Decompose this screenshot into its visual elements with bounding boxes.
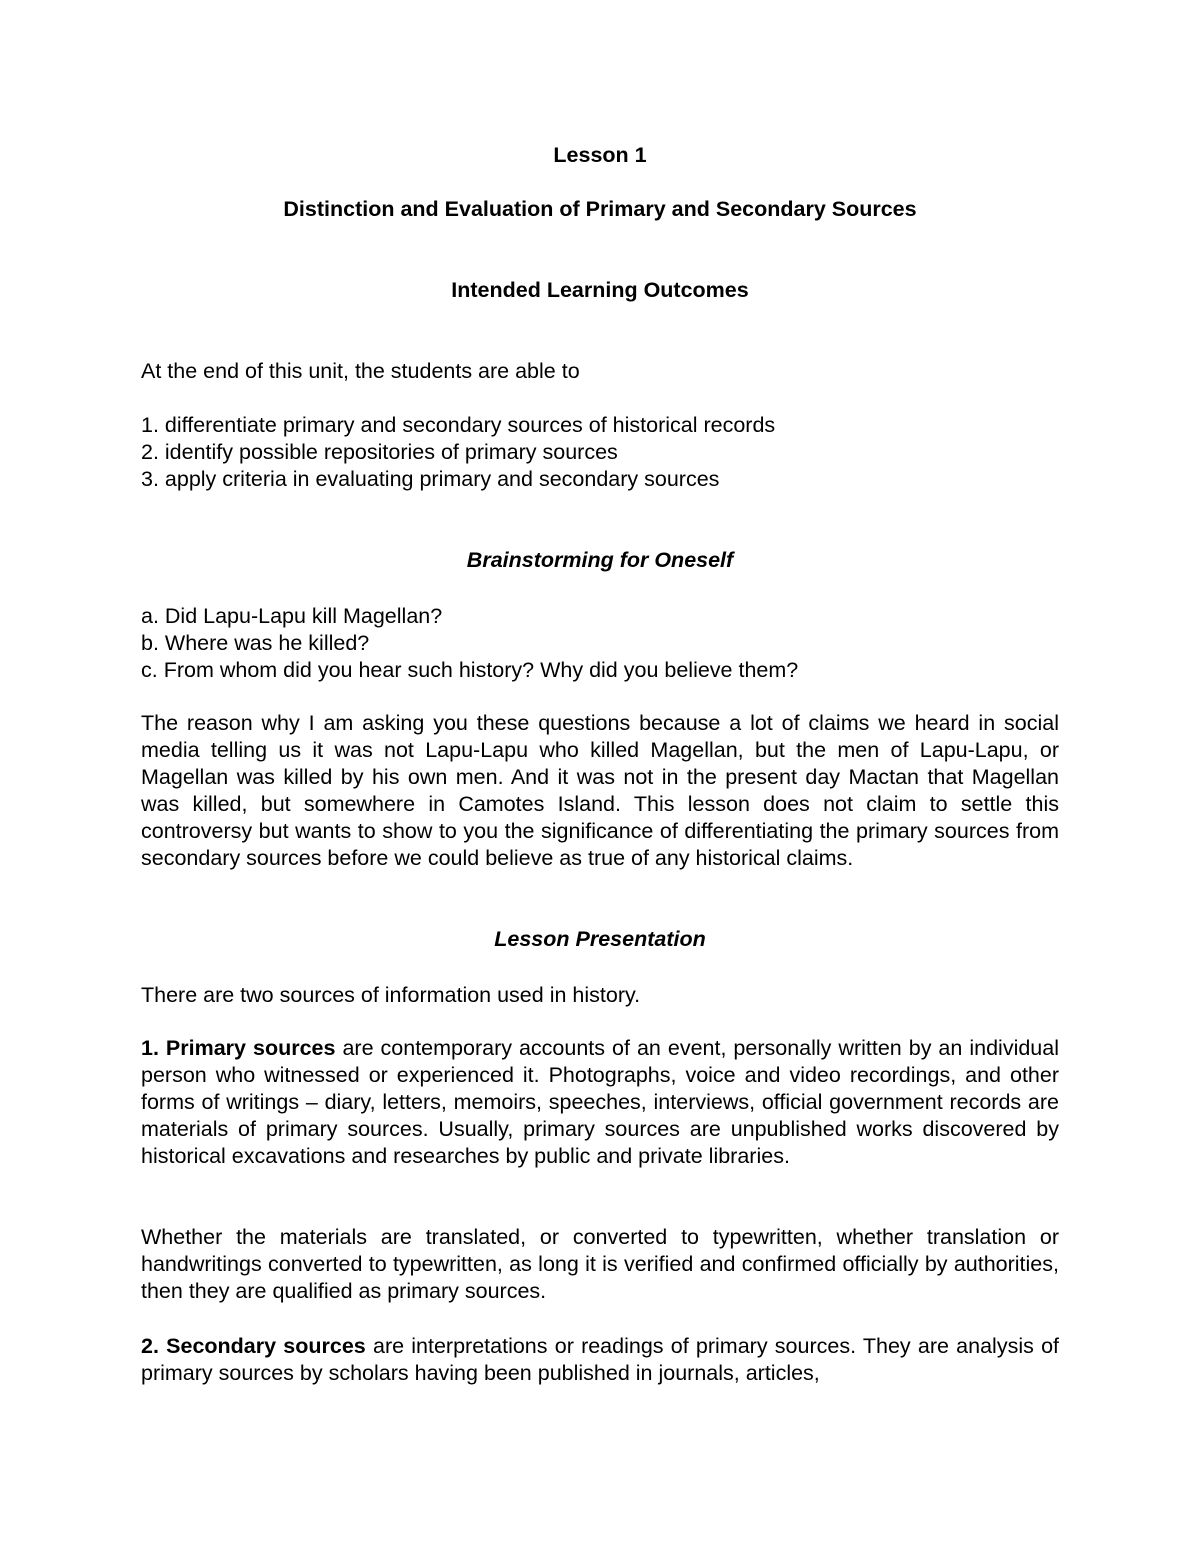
list-item: 1. differentiate primary and secondary sources of historical records bbox=[141, 413, 776, 437]
primary-sources-term: 1. Primary sources bbox=[141, 1036, 336, 1060]
brainstorming-paragraph: The reason why I am asking you these questions because a lot of claims we heard in social media telling us it was not Lapu-Lapu who killed Magellan, but the men of Lapu-Lapu, or Magellan was killed by his own men. And it was not in the present day Mactan that Magellan was killed, but somewhere in Camotes Island. This lesson does not claim to settle this controversy but wants to show to you the significance of differentiating the primary sources from secondary sources before we could believe as true of any historical claims. bbox=[141, 711, 1059, 870]
presentation-heading: Lesson Presentation bbox=[494, 927, 706, 951]
secondary-sources-term: 2. Secondary sources bbox=[141, 1334, 366, 1358]
list-item: 3. apply criteria in evaluating primary and secondary sources bbox=[141, 467, 720, 491]
secondary-sources-text: are interpretations or readings of primary sources. They are analysis of primary sources by scholars having been published in journals, articles, bbox=[141, 1334, 1059, 1385]
presentation-intro: There are two sources of information used in history. bbox=[141, 983, 641, 1007]
list-item: c. From whom did you hear such history? Why did you believe them? bbox=[141, 658, 799, 682]
lesson-number: Lesson 1 bbox=[553, 143, 647, 167]
brainstorming-heading: Brainstorming for Oneself bbox=[466, 548, 734, 572]
outcomes-heading: Intended Learning Outcomes bbox=[451, 278, 749, 302]
secondary-sources-paragraph bbox=[141, 1333, 1059, 1387]
list-item: b. Where was he killed? bbox=[141, 631, 370, 655]
outcomes-intro: At the end of this unit, the students are able to bbox=[141, 359, 580, 383]
outcomes-list bbox=[141, 412, 1059, 493]
brainstorming-questions bbox=[141, 603, 1059, 684]
lesson-title: Distinction and Evaluation of Primary and Secondary Sources bbox=[283, 197, 917, 221]
primary-sources-paragraph bbox=[141, 1035, 1059, 1170]
primary-sources-text: are contemporary accounts of an event, personally written by an individual person who witnessed or experienced it. Photographs, voice and video recordings, and other forms of writings – diary, letters, memoirs, speeches, interviews, official government records are materials of primary sources. Usually, primary sources are unpublished works discovered by historical excavations and researches by public and private libraries. bbox=[141, 1036, 1059, 1168]
list-item: a. Did Lapu-Lapu kill Magellan? bbox=[141, 604, 443, 628]
list-item: 2. identify possible repositories of primary sources bbox=[141, 440, 618, 464]
translation-paragraph: Whether the materials are translated, or converted to typewritten, whether translation or handwritings converted to typewritten, as long it is verified and confirmed officially by authorities, then they are qualified as primary sources. bbox=[141, 1225, 1059, 1303]
